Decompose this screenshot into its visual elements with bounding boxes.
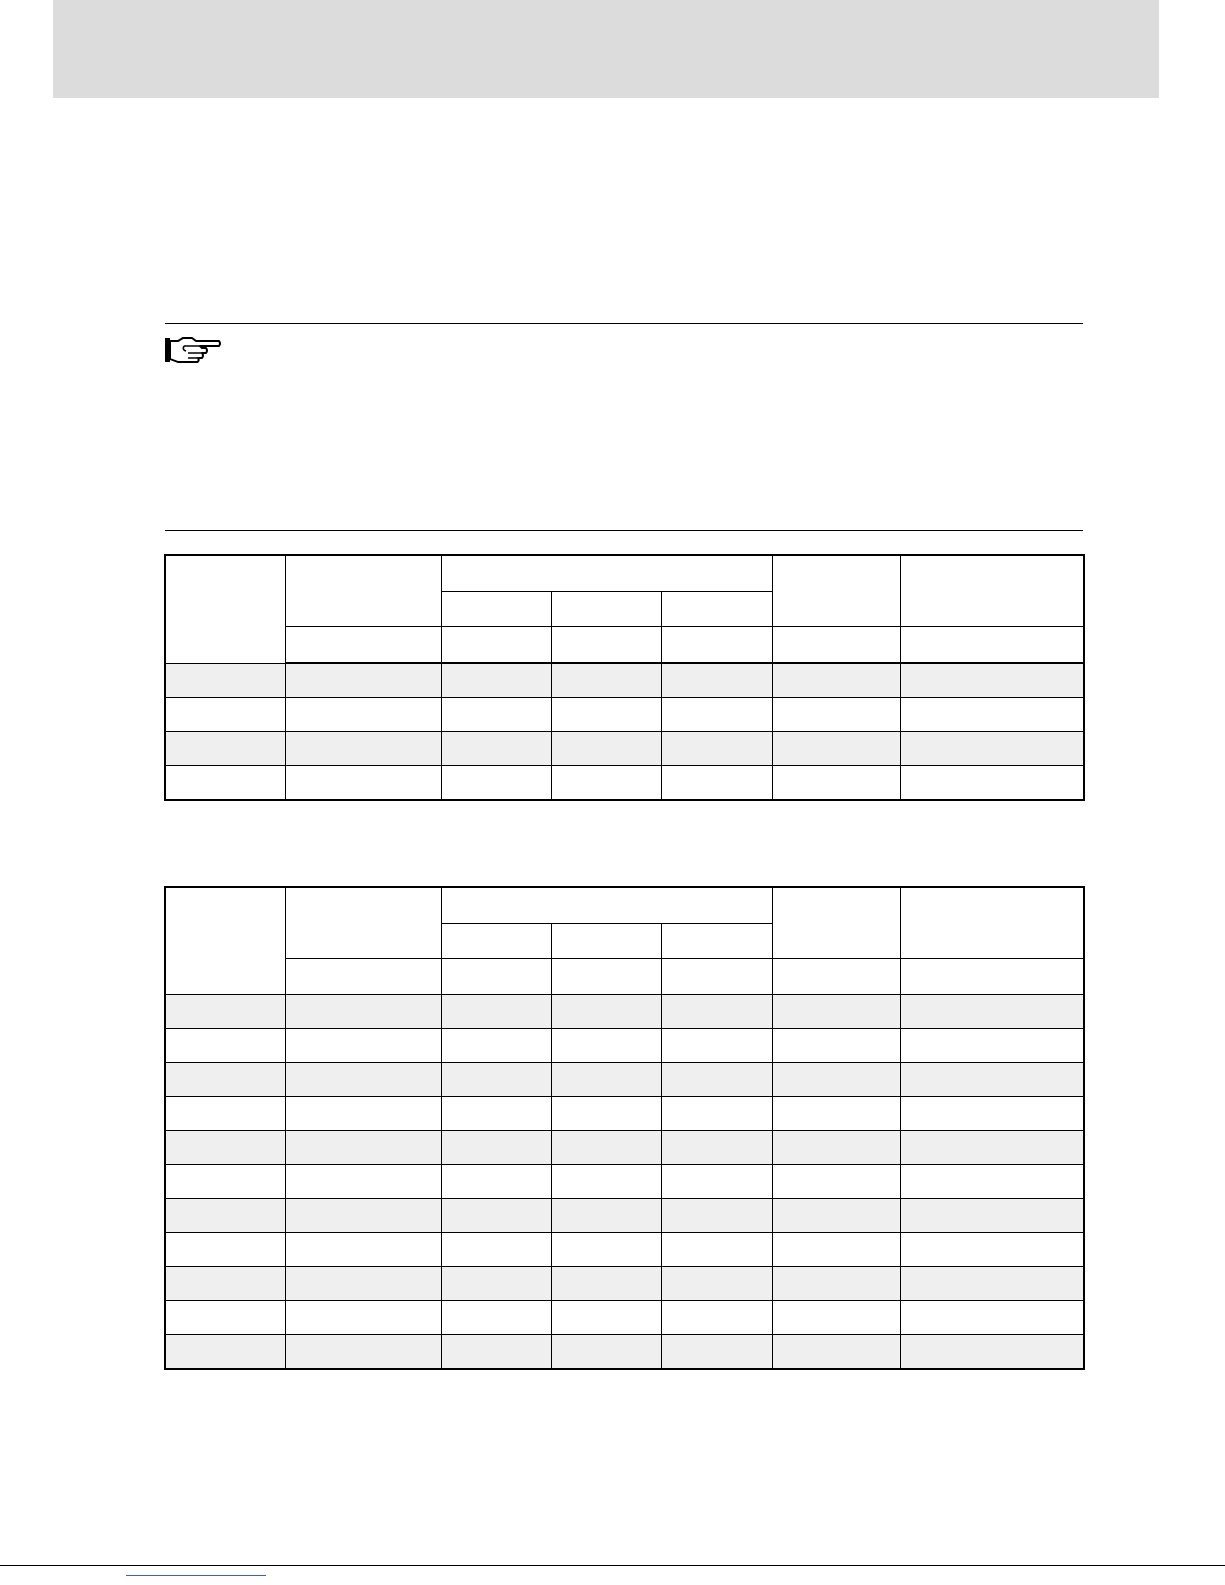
table-unit-cell [900,959,1084,995]
table-cell [900,1131,1084,1165]
table-unit-cell [661,627,772,664]
table-cell [661,766,772,801]
table-cell [165,1233,285,1267]
table-cell [441,1335,551,1370]
table-cell [285,1131,441,1165]
table-cell [772,732,900,766]
table-unit-cell [772,627,900,664]
table-cell [165,663,285,698]
table-unit-cell [551,959,661,995]
table-row [165,1267,1084,1301]
footer-rule [0,1565,1225,1566]
table-cell [661,732,772,766]
table-cell [285,1335,441,1370]
table-subheader-cell [551,924,661,959]
table-cell [165,732,285,766]
table-cell [551,1131,661,1165]
table-cell [441,1233,551,1267]
table-cell [661,1029,772,1063]
table-cell [900,1165,1084,1199]
table-cell [441,766,551,801]
table-cell [165,1267,285,1301]
spec-table-2 [164,886,1085,1370]
table-subheader-cell [661,592,772,627]
table-unit-cell [285,627,441,664]
table-cell [900,732,1084,766]
table-cell [661,1165,772,1199]
table-cell [165,766,285,801]
note-text [230,336,1080,516]
table-unit-row [165,627,1084,664]
table-cell [165,1029,285,1063]
table-cell [165,698,285,732]
table-header-cell [165,887,285,995]
table-cell [165,1301,285,1335]
table-cell [661,995,772,1029]
table-unit-cell [551,627,661,664]
table-cell [441,1097,551,1131]
table-subheader-cell [441,592,551,627]
table-unit-cell [441,627,551,664]
table-cell [551,1097,661,1131]
table-cell [165,995,285,1029]
table-cell [441,663,551,698]
table-cell [772,1029,900,1063]
table-cell [441,698,551,732]
table-cell [551,1233,661,1267]
table-cell [661,1301,772,1335]
table-cell [285,698,441,732]
table-cell [772,1267,900,1301]
table-cell [285,1097,441,1131]
table-cell [772,1063,900,1097]
table-cell [165,1199,285,1233]
table-header-cell [772,887,900,959]
table-cell [900,1233,1084,1267]
table-unit-cell [900,627,1084,664]
table-cell [441,1165,551,1199]
table-cell [441,1029,551,1063]
table-cell [551,766,661,801]
table-cell [661,1267,772,1301]
table-row [165,995,1084,1029]
table-cell [661,1063,772,1097]
table-cell [661,698,772,732]
table-row [165,1335,1084,1370]
table-header-cell [772,555,900,627]
table-cell [772,1335,900,1370]
table-cell [551,663,661,698]
table-cell [551,1063,661,1097]
table-cell [285,766,441,801]
table-row [165,1233,1084,1267]
table-unit-cell [285,959,441,995]
table-cell [900,1199,1084,1233]
table-cell [165,1131,285,1165]
table-cell [551,732,661,766]
table-header-group-cell [441,887,772,924]
table-cell [551,1199,661,1233]
table-unit-cell [441,959,551,995]
table-cell [551,1301,661,1335]
table-header-cell [165,555,285,663]
footer-link[interactable] [126,1575,266,1576]
table-cell [551,698,661,732]
table-cell [285,1267,441,1301]
table-cell [661,663,772,698]
table-unit-cell [772,959,900,995]
table-cell [441,1063,551,1097]
table-cell [165,1165,285,1199]
note-top-rule [165,323,1083,324]
table-cell [441,1131,551,1165]
table-cell [772,1097,900,1131]
table-cell [551,1335,661,1370]
table-cell [285,1029,441,1063]
table-body [165,663,1084,800]
table-cell [551,1029,661,1063]
table-cell [772,1131,900,1165]
table-subheader-cell [661,924,772,959]
table-row [165,1165,1084,1199]
table-row [165,1063,1084,1097]
table-cell [661,1131,772,1165]
table-cell [900,1267,1084,1301]
spec-table-1 [164,554,1085,801]
table-unit-cell [661,959,772,995]
table-header-cell [285,887,441,959]
table-cell [165,1063,285,1097]
table-cell [900,1097,1084,1131]
table-cell [441,732,551,766]
table-header-cell [285,555,441,627]
table-cell [661,1097,772,1131]
table-cell [285,1233,441,1267]
pointing-hand-icon [164,335,222,365]
table-cell [661,1335,772,1370]
table-row [165,1097,1084,1131]
table-cell [441,1301,551,1335]
table-cell [900,995,1084,1029]
table-row [165,1199,1084,1233]
table-cell [285,1199,441,1233]
table-cell [661,1233,772,1267]
table-cell [772,995,900,1029]
table-cell [772,698,900,732]
table-row [165,663,1084,698]
table-cell [285,732,441,766]
table-cell [661,1199,772,1233]
table-cell [772,663,900,698]
table-row [165,732,1084,766]
table-cell [900,1063,1084,1097]
table-header-row [165,887,1084,924]
table-header-cell [900,887,1084,959]
table-body [165,995,1084,1370]
table-cell [285,1165,441,1199]
table-cell [441,1199,551,1233]
table-cell [551,1165,661,1199]
table-cell [772,1233,900,1267]
table-unit-row [165,959,1084,995]
table-cell [772,1165,900,1199]
table-cell [900,1335,1084,1370]
table-cell [772,766,900,801]
page-header-band [53,0,1159,98]
table-cell [165,1335,285,1370]
table-cell [900,766,1084,801]
table-cell [551,995,661,1029]
table-cell [772,1199,900,1233]
table-subheader-cell [551,592,661,627]
table-cell [772,1301,900,1335]
table-row [165,1131,1084,1165]
table-row [165,1029,1084,1063]
table-cell [441,1267,551,1301]
note-bottom-rule [165,530,1083,531]
table-row [165,766,1084,801]
table-cell [551,1267,661,1301]
table-cell [165,1097,285,1131]
table-header-group-cell [441,555,772,592]
table-cell [441,995,551,1029]
table-cell [900,1029,1084,1063]
table-header-row [165,555,1084,592]
table-cell [285,1063,441,1097]
table-cell [285,1301,441,1335]
table-cell [900,663,1084,698]
table-cell [285,663,441,698]
table-header-cell [900,555,1084,627]
table-cell [900,698,1084,732]
table-subheader-cell [441,924,551,959]
table-row [165,1301,1084,1335]
table-row [165,698,1084,732]
table-cell [285,995,441,1029]
table-cell [900,1301,1084,1335]
